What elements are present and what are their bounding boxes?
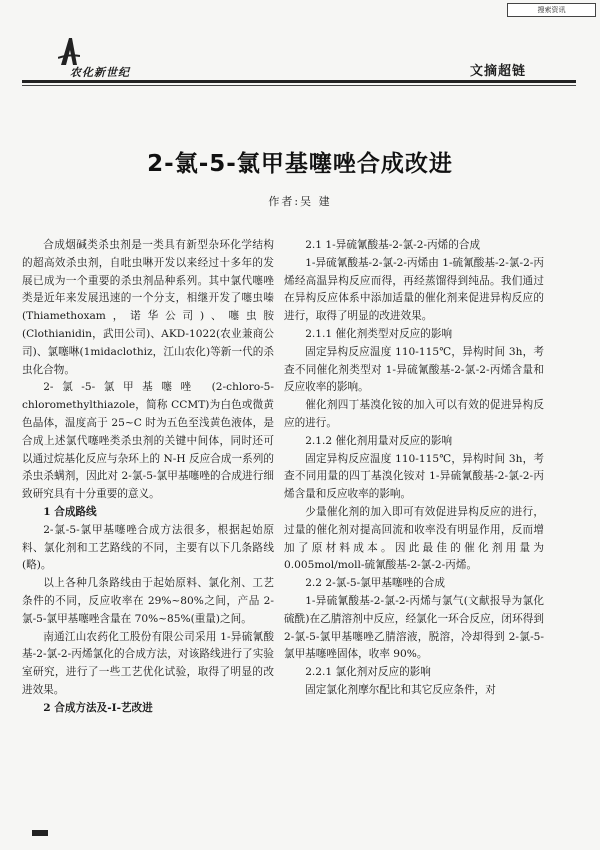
paragraph: 2-氯-5-氯甲基噻唑 (2-chloro-5-chloromethylthiazole，简称 CCMT)为白色或微黄色晶体，温度高于 25~C 时为五色至浅黄色液体，是合成上述氯代噻唑类杀虫剂的关键中间体，同时还可以通过烷基化反应与杂环上的 N-H 反应合成一系列的杀虫杀螨剂，因此对 2-氯-5-氯甲基噻唑的合成进行细致研究具有十分重要的意义。 xyxy=(22,381,274,501)
header-rule-thin xyxy=(22,85,576,86)
paragraph: 1-异硫氰酸基-2-氯-2-丙烯与氯气(文献报导为氯化硫酰)在乙腈溶剂中反应，经氯化一环合反应，闭环得到 2-氯-5-氯甲基噻唑乙腈溶液，脱溶，冷却得到 2-氯-5-氯甲基噻唑固体，收率 90%。 xyxy=(284,594,544,661)
paragraph: 南通江山农药化工股份有限公司采用 1-异硫氰酸基-2-氯-2-丙烯氯化的合成方法，对该路线进行了实验室研究，进行了一些工艺优化试验，取得了明显的改进效果。 xyxy=(22,630,274,696)
section-heading: 2.1.1 催化剂类型对反应的影响 xyxy=(305,327,453,340)
paragraph: 固定氯化剂摩尔配比和其它反应条件，对 xyxy=(305,683,496,696)
paragraph: 1-异硫氰酸基-2-氯-2-丙烯由 1-硫氰酸基-2-氯-2-丙烯经高温异构反应而得，再经蒸馏得到纯品。我们通过在异构反应体系中添加适量的催化剂来促进异构反应的进行，取得了明显的改进效果。 xyxy=(284,256,544,323)
section-heading: 2.1 1-异硫氰酸基-2-氯-2-丙烯的合成 xyxy=(305,239,481,251)
paragraph: 2-氯-5-氯甲基噻唑合成方法很多，根据起始原料、氯化剂和工艺路线的不同，主要有以下几条路线(略)。 xyxy=(22,523,274,572)
article-title: 2-氯-5-氯甲基噻唑合成改进 xyxy=(147,151,453,177)
magazine-logo-icon xyxy=(58,36,80,66)
section-heading: 2.2 2-氯-5-氯甲基噻唑的合成 xyxy=(305,577,445,590)
left-text-column xyxy=(22,237,274,718)
page-footer-mark xyxy=(32,830,48,836)
section-heading: 2 合成方法及-I-艺改进 xyxy=(43,701,153,714)
right-text-column xyxy=(284,237,544,700)
section-heading: 2.2.1 氯化剂对反应的影响 xyxy=(305,666,431,679)
paragraph: 固定异构反应温度 110-115℃，异构时间 3h，考查不同用量的四丁基溴化铵对 1-异硫氰酸基-2-氯-2-丙烯含量和反应收率的影响。 xyxy=(284,452,544,501)
paragraph: 固定异构反应温度 110-115℃，异构时间 3h，考查不同催化剂类型对 1-异硫氰酸基-2-氯-2-丙烯含量和反应收率的影响。 xyxy=(284,345,544,394)
paragraph: 合成烟碱类杀虫剂是一类具有新型杂环化学结构的超高效杀虫剂，自吡虫啉开发以来经过十多年的发展已成为一个重要的杀虫剂品种系列。其中氯代噻唑类是近年来发展迅速的一个分支，相继开发了噻虫嗪(Thiamethoxam，诺华公司)、噻虫胺 (Clothianidin，武田公司)、AKD-1022(农业兼商公司)、氯噻啉(1midaclothiz，江山农化)等新一代的杀虫化合物。 xyxy=(22,239,274,376)
section-heading: 2.1.2 催化剂用量对反应的影响 xyxy=(305,434,453,447)
paragraph: 少量催化剂的加入即可有效促进异构反应的进行，过量的催化剂对提高回流和收率没有明显作用，反而增加了原材料成本。因此最佳的催化剂用量为 0.005mol/moll-硫氰酸基-2-氯-2-丙烯。 xyxy=(284,505,544,572)
paragraph: 催化剂四丁基溴化铵的加入可以有效的促进异构反应的进行。 xyxy=(284,399,544,429)
section-name-right: 文摘超链 xyxy=(469,64,526,79)
paragraph: 以上各种几条路线由于起始原料、氯化剂、工艺条件的不同，反应收率在 29%~80%之间，产品 2-氯-5-氯甲基噻唑含量在 70%~85%(重量)之间。 xyxy=(22,577,274,625)
article-author: 作者:吴 建 xyxy=(268,195,332,208)
section-heading: 1 合成路线 xyxy=(43,505,97,518)
page-header xyxy=(22,36,576,82)
section-name-left: 农化新世纪 xyxy=(70,66,130,79)
top-right-tag: 搜索资讯 xyxy=(507,3,596,17)
header-rule-thick xyxy=(22,80,576,83)
